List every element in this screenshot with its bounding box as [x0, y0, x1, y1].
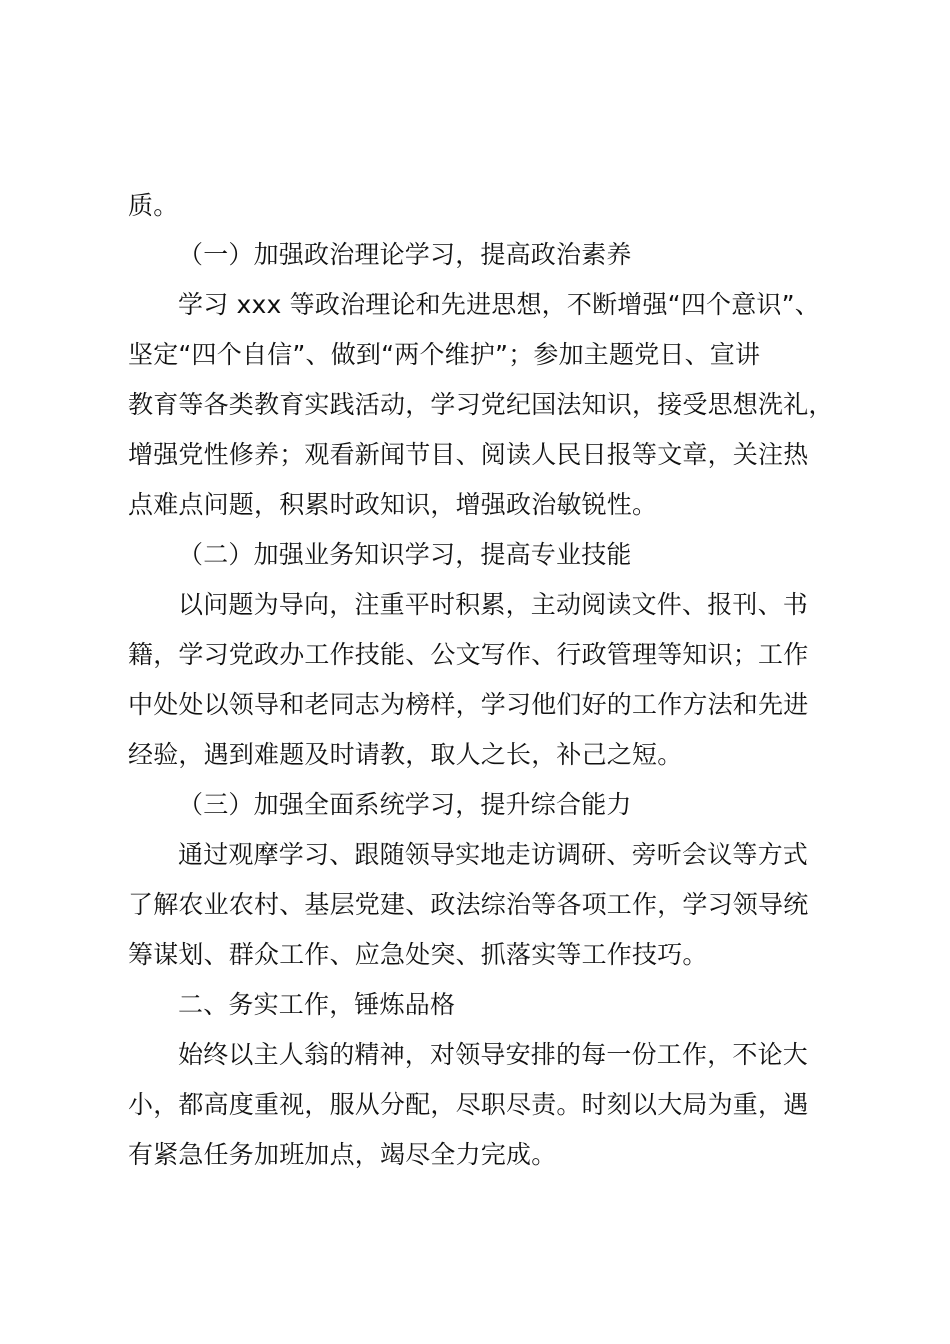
section-heading: （三）加强全面系统学习，提升综合能力 [178, 790, 632, 819]
text-line: 籍，学习党政办工作技能、公文写作、行政管理等知识；工作 [128, 640, 809, 669]
text-line: 学习 xxx 等政治理论和先进思想，不断增强“四个意识”、 [178, 290, 820, 319]
text-line: 以问题为导向，注重平时积累，主动阅读文件、报刊、书 [178, 590, 809, 619]
text-line: 增强党性修养；观看新闻节目、阅读人民日报等文章，关注热 [128, 440, 809, 469]
text-line: 教育等各类教育实践活动，学习党纪国法知识，接受思想洗礼， [128, 390, 834, 419]
text-line: 点难点问题，积累时政知识，增强政治敏锐性。 [128, 490, 658, 519]
text-line: 有紧急任务加班加点，竭尽全力完成。 [128, 1140, 557, 1169]
text-line: 通过观摩学习、跟随领导实地走访调研、旁听会议等方式 [178, 840, 809, 869]
text-line: 了解农业农村、基层党建、政法综治等各项工作，学习领导统 [128, 890, 809, 919]
text-line: 坚定“四个自信”、做到“两个维护”；参加主题党日、宣讲 [128, 340, 761, 369]
text-line: 质。 [128, 191, 179, 220]
text-line: 经验，遇到难题及时请教，取人之长，补己之短。 [128, 740, 683, 769]
section-heading: （二）加强业务知识学习，提高专业技能 [178, 540, 632, 569]
section-heading: 二、务实工作，锤炼品格 [178, 990, 456, 1019]
text-line: 始终以主人翁的精神，对领导安排的每一份工作，不论大 [178, 1040, 809, 1069]
text-line: 中处处以领导和老同志为榜样，学习他们好的工作方法和先进 [128, 690, 809, 719]
text-line: 筹谋划、群众工作、应急处突、抓落实等工作技巧。 [128, 940, 708, 969]
text-line: 小，都高度重视，服从分配，尽职尽责。时刻以大局为重，遇 [128, 1090, 809, 1119]
section-heading: （一）加强政治理论学习，提高政治素养 [178, 240, 632, 269]
